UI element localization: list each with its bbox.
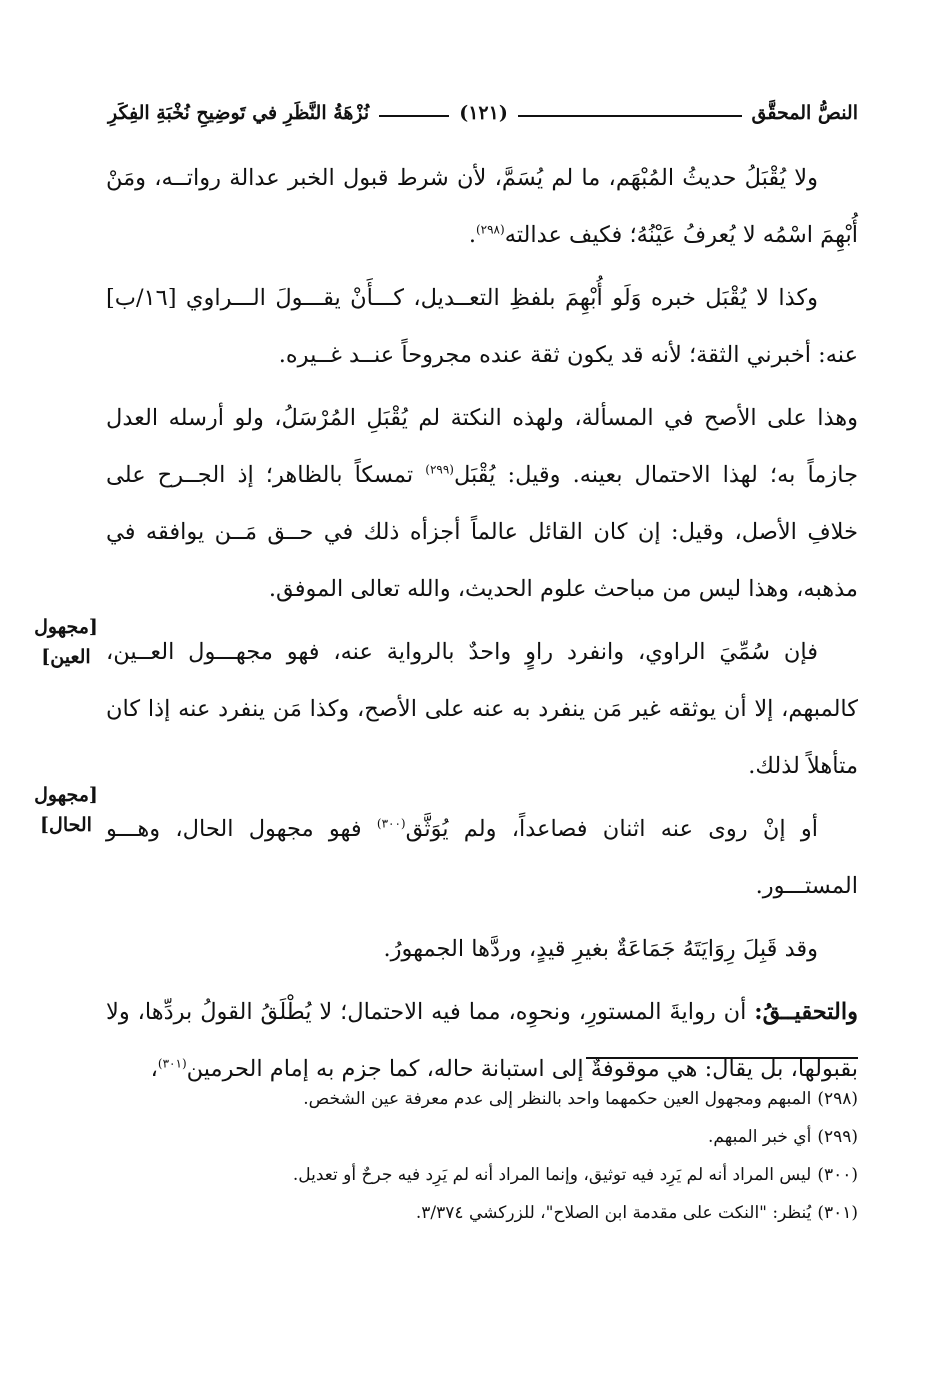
main-text bbox=[106, 150, 858, 1104]
paragraph-text: ، bbox=[150, 1056, 158, 1082]
paragraph-mursal bbox=[106, 390, 858, 618]
header-section-title: النصُّ المحقَّق bbox=[751, 102, 858, 124]
paragraph-lead: والتحقيــقُ: bbox=[754, 999, 858, 1025]
footnote-ref: (٣٠١) bbox=[157, 1056, 187, 1071]
footnote-ref: (٣٠٠) bbox=[376, 816, 406, 831]
paragraph-text: فهو مجهول الحال، وهـــو المستـــور. bbox=[106, 816, 858, 899]
header-book-title: نُزْهَةُ النَّظَرِ في تَوضِيحِ نُخْبَةِ الفِكَرِ bbox=[108, 102, 370, 124]
paragraph-majhul-ayn bbox=[106, 624, 858, 795]
header-rule-left bbox=[379, 115, 449, 117]
footnotes bbox=[98, 1080, 858, 1232]
paragraph-text: أن روايةَ المستورِ، ونحوِه، مما فيه الاحتمال؛ لا يُطْلَقُ القولُ بردِّها، ولا بقبولها، بل يقال: هي موقوفةٌ إلى استبانة حاله، كما جزم به إمام الحرمين bbox=[106, 999, 858, 1082]
footnote-300 bbox=[98, 1156, 858, 1194]
paragraph-mubham bbox=[106, 150, 858, 264]
footnote-text: المبهم ومجهول العين حكمهما واحد بالنظر إلى عدم معرفة عين الشخص. bbox=[303, 1089, 812, 1109]
footnote-299 bbox=[98, 1118, 858, 1156]
paragraph-text: وقد قَبِلَ رِوَايَتَهُ جَمَاعَةٌ بغيرِ قيدٍ، وردَّها الجمهورُ. bbox=[383, 936, 818, 962]
margin-note-majhul-hal: [مجهول الحال] bbox=[34, 784, 98, 836]
footnote-ref: (٢٩٨) bbox=[475, 222, 505, 237]
page-number: (١٢١) bbox=[459, 102, 508, 124]
footnote-text: ليس المراد أنه لم يَرِد فيه توثيق، وإنما المراد أنه لم يَرِد فيه جرحٌ أو تعديل. bbox=[292, 1165, 812, 1185]
footnote-298 bbox=[98, 1080, 858, 1118]
footnote-ref: (٢٩٩) bbox=[425, 462, 454, 477]
paragraph-text: تمسكاً بالظاهر؛ إذ الجــرح على خلافِ الأصل، وقيل: إن كان القائل عالماً أجزأه ذلك في حــق مَــن يوافقه في مذهبه، وهذا ليس من مباحث علوم الحديث، والله تعالى الموفق. bbox=[106, 462, 858, 602]
paragraph-qabul bbox=[106, 921, 858, 978]
footnote-number: (٣٠١) bbox=[817, 1203, 858, 1223]
paragraph-text: وهذا على الأصح في المسألة، ولهذه النكتة لم يُقْبَلِ المُرْسَلُ، ولو أرسله العدل جازماً به؛ لهذا الاحتمال بعينه. وقيل: يُقْبَل bbox=[106, 405, 858, 488]
paragraph-text: فإن سُمِّيَ الراوي، وانفرد راوٍ واحدٌ بالرواية عنه، فهو مجهـــول العــين، كالمبهم، إلا أن يوثقه غير مَن ينفرد به عنه على الأصح، وكذا مَن ينفرد عنه إذا كان متأهلاً لذلك. bbox=[106, 639, 858, 779]
margin-note-majhul-ayn: [مجهول العين] bbox=[34, 616, 98, 668]
footnote-number: (٣٠٠) bbox=[817, 1165, 858, 1185]
paragraph-tadil bbox=[106, 270, 858, 384]
footnote-number: (٢٩٨) bbox=[817, 1089, 858, 1109]
running-header bbox=[108, 96, 858, 130]
footnote-text: أي خبر المبهم. bbox=[708, 1127, 812, 1147]
footnote-separator bbox=[586, 1057, 858, 1059]
header-rule-right bbox=[518, 115, 742, 117]
paragraph-majhul-hal bbox=[106, 801, 858, 915]
paragraph-text: أو إنْ روى عنه اثنان فصاعداً، ولم يُوَثَّق bbox=[405, 816, 818, 842]
paragraph-text: وكذا لا يُقْبَل خبره وَلَو أُبْهِمَ بلفظِ التعــديل، كـــأَنْ يقـــولَ الـــراوي [١٦/ب] عنه: أخبرني الثقة؛ لأنه قد يكون ثقة عنده مجروحاً عنــد غــيره. bbox=[106, 285, 858, 368]
footnote-text: يُنظر: "النكت على مقدمة ابن الصلاح"، للزركشي ٣/٣٧٤. bbox=[415, 1203, 812, 1223]
footnote-301 bbox=[98, 1194, 858, 1232]
footnote-number: (٢٩٩) bbox=[817, 1127, 858, 1147]
paragraph-text: ولا يُقْبَلُ حديثُ المُبْهَم، ما لم يُسَمَّ، لأن شرط قبول الخبر عدالة رواتــه، ومَنْ أُبْهِمَ اسْمُه لا يُعرفُ عَيْنُهُ؛ فكيف عدالته bbox=[106, 165, 858, 248]
paragraph-text: . bbox=[468, 222, 476, 248]
